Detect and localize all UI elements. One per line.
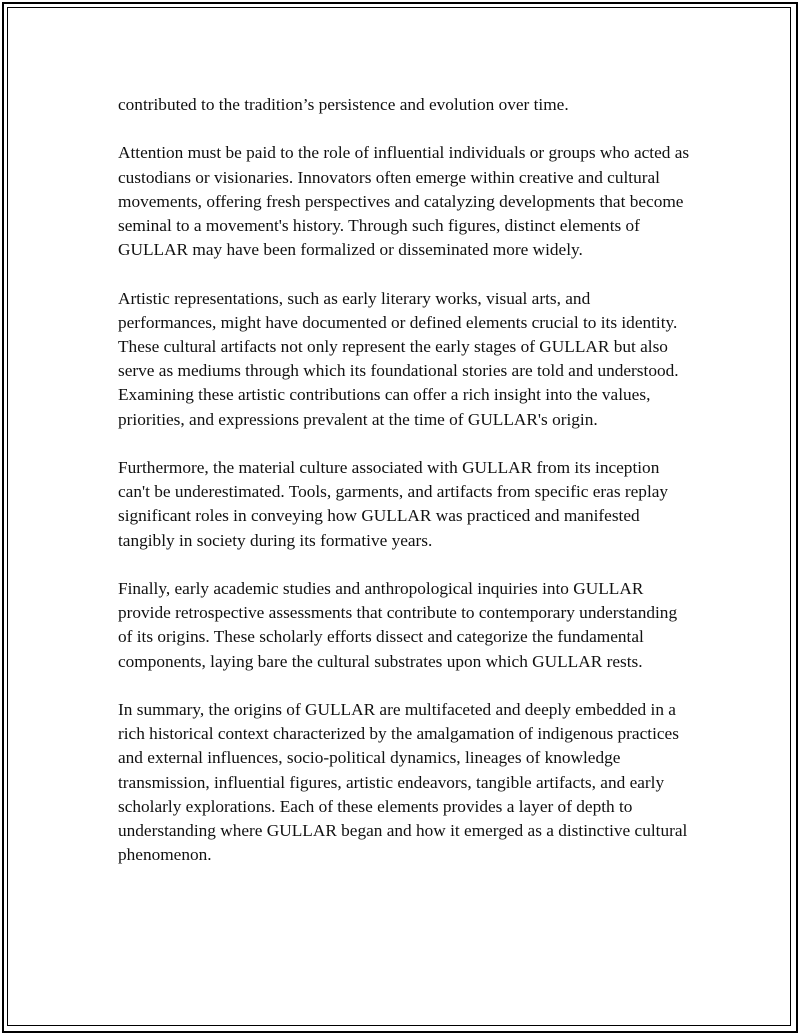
paragraph-continuation: contributed to the tradition’s persistence and evolution over time.	[118, 95, 569, 114]
paragraph-academic-studies: Finally, early academic studies and anthropological inquiries into GULLAR provide retrospective assessments that contribute to contemporary understanding of its origins. These scholarly efforts dissect and categorize the fundamental components, laying bare the cultural substrates upon which GULLAR rests.	[118, 579, 678, 671]
paragraph-artistic-representations: Artistic representations, such as early literary works, visual arts, and performances, might have documented or defined elements crucial to its identity. These cultural artifacts not only represent the early stages of GULLAR but also serve as mediums through which its foundational stories are told and understood. Examining these artistic contributions can offer a rich insight into the values, priorities, and expressions prevalent at the time of GULLAR's origin.	[118, 288, 679, 429]
paragraph-influential-individuals: Attention must be paid to the role of influential individuals or groups who acted as custodians or visionaries. Innovators often emerge within creative and cultural movements, offering fresh perspectives and catalyzing developments that become seminal to a movement's history. Through such figures, distinct elements of GULLAR may have been formalized or disseminated more widely.	[118, 143, 690, 260]
document-body	[118, 93, 690, 892]
paragraph-summary: In summary, the origins of GULLAR are multifaceted and deeply embedded in a rich historical context characterized by the amalgamation of indigenous practices and external influences, socio-political dynamics, lineages of knowledge transmission, influential figures, artistic endeavors, tangible artifacts, and early scholarly explorations. Each of these elements provides a layer of depth to understanding where GULLAR began and how it emerged as a distinctive cultural phenomenon.	[118, 700, 688, 865]
paragraph-material-culture: Furthermore, the material culture associated with GULLAR from its inception can't be underestimated. Tools, garments, and artifacts from specific eras replay significant roles in conveying how GULLAR was practiced and manifested tangibly in society during its formative years.	[118, 458, 669, 550]
